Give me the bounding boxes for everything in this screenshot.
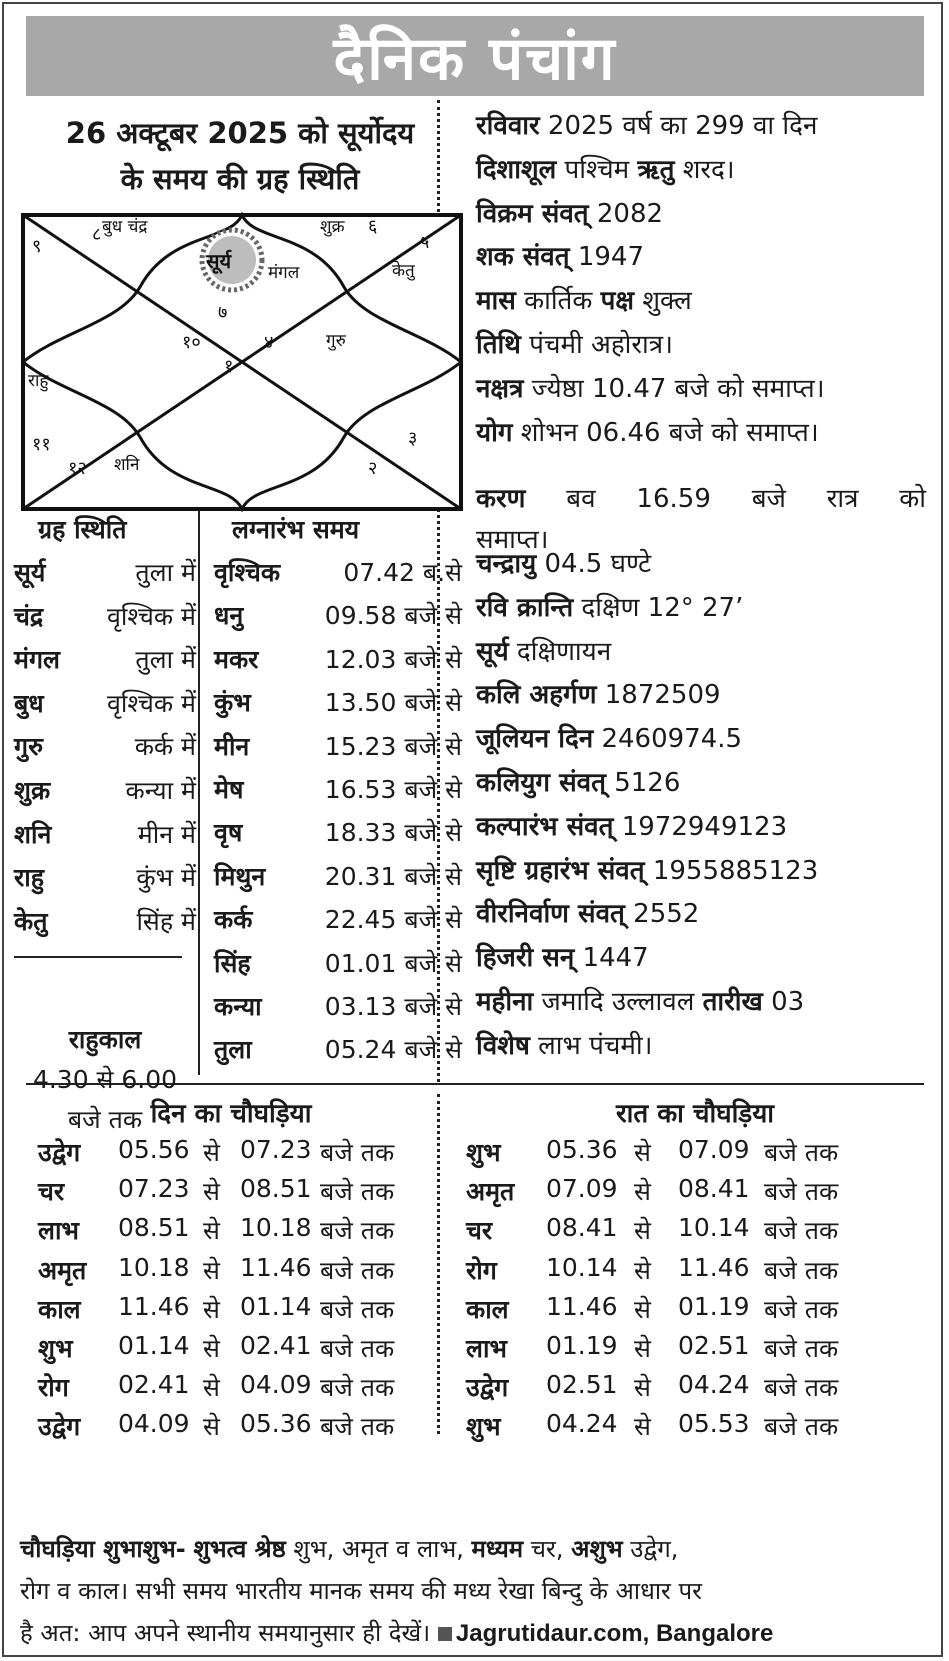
choghadia-se: से (634, 1373, 651, 1403)
info-value: 1447 (582, 943, 649, 974)
footer-line-3 (20, 1612, 936, 1655)
choghadia-suffix: बजे तक (320, 1294, 395, 1324)
choghadia-suffix: बजे तक (320, 1138, 395, 1167)
footer-note (20, 1528, 936, 1655)
info-label: हिजरी सन् (476, 943, 575, 974)
grah-sign: मीन में (137, 819, 196, 849)
lagna-rashi: वृष (214, 818, 243, 848)
choghadia-name: चर (38, 1177, 65, 1207)
grah-sign: तुला में (135, 645, 196, 675)
planet-guru: गुरु (326, 331, 346, 351)
square-icon (438, 1627, 452, 1641)
grah-row (14, 686, 196, 726)
grah-planet: शुक्र (14, 776, 51, 805)
choghadia-se: से (203, 1294, 220, 1324)
lagna-rashi: मीन (214, 731, 250, 761)
lagna-row (214, 555, 462, 595)
house-11: ११ (32, 434, 51, 455)
choghadia-from: 01.14 (118, 1331, 190, 1360)
choghadia-to: 10.14 (678, 1213, 750, 1243)
lagna-row (214, 685, 462, 725)
choghadia-row (466, 1253, 896, 1293)
choghadia-name: अमृत (466, 1177, 515, 1207)
info-row (476, 805, 938, 849)
grah-row (14, 555, 196, 595)
grah-row (14, 860, 196, 900)
info-value: जमादि उल्लावल (541, 987, 695, 1017)
choghadia-name: शुभ (466, 1412, 501, 1442)
footer-line-1 (20, 1528, 936, 1570)
choghadia-name: शुभ (466, 1138, 501, 1167)
grah-planet: राहु (14, 863, 44, 893)
info-value-2: शरद। (682, 154, 735, 185)
lagna-rashi: तुला (214, 1035, 252, 1065)
house-2: २ (368, 458, 378, 479)
info-value: कार्तिक (524, 286, 593, 317)
lagna-row (214, 815, 462, 855)
choghadia-se: से (634, 1255, 651, 1285)
choghadia-se: से (203, 1255, 220, 1285)
lagna-time: 05.24 बजे से (324, 1035, 462, 1065)
raat-choghadia-heading: रात का चौघड़िया (615, 1099, 775, 1129)
title-banner (26, 16, 924, 96)
info-row (476, 148, 938, 192)
planet-mangal: मंगल (268, 263, 300, 283)
choghadia-row (466, 1370, 896, 1410)
choghadia-to: 02.41 (240, 1331, 312, 1360)
choghadia-suffix: बजे तक (320, 1334, 395, 1363)
grah-sign: वृश्चिक में (107, 688, 196, 718)
choghadia-from: 04.24 (546, 1409, 618, 1439)
lagna-time: 01.01 बजे से (324, 948, 462, 978)
house-10: १० (182, 332, 201, 353)
choghadia-to: 01.19 (678, 1291, 750, 1321)
grah-row (14, 904, 196, 944)
lagna-row (214, 1032, 462, 1072)
info-value: 2460974.5 (601, 724, 743, 755)
grah-row (14, 773, 196, 813)
info-value: शोभन 06.46 बजे को समाप्त। (520, 417, 819, 448)
info-row (476, 761, 938, 805)
choghadia-suffix: बजे तक (764, 1294, 839, 1324)
choghadia-row (38, 1213, 468, 1253)
info-label: कल्पारंभ संवत् (476, 811, 614, 842)
info-value: 1947 (577, 242, 644, 273)
info-value: पंचमी अहोरात्र। (529, 330, 673, 360)
planet-ketu: केतु (392, 261, 415, 281)
grah-sign: कन्या में (125, 776, 196, 805)
choghadia-to: 08.41 (678, 1174, 750, 1204)
choghadia-suffix: बजे तक (320, 1373, 395, 1403)
choghadia-from: 10.14 (546, 1252, 618, 1282)
info-label: कलियुग संवत् (476, 768, 606, 798)
info-label: योग (476, 417, 513, 448)
lagna-time: 16.53 बजे से (324, 775, 462, 804)
info-row (476, 586, 938, 630)
choghadia-row (466, 1292, 896, 1332)
info-row (476, 717, 938, 761)
chart-heading-line1: 26 अक्टूबर 2025 को सूर्योदय (65, 116, 415, 150)
house-7: ७ (218, 302, 228, 323)
planet-budh-chandra: बुध चंद्र (102, 217, 148, 237)
lagna-time: 20.31 बजे से (324, 861, 462, 891)
house-3: ३ (408, 428, 418, 449)
page-title: दैनिक पंचांग (333, 24, 617, 94)
choghadia-from: 05.36 (546, 1135, 618, 1164)
choghadia-suffix: बजे तक (764, 1177, 839, 1207)
lagna-row (214, 642, 462, 682)
info-label: कलि अहर्गण (476, 680, 597, 711)
footer-label-shubhatva: शुभत्व श्रेष्ठ (193, 1535, 286, 1563)
grah-planet: मंगल (14, 645, 60, 675)
info-row (476, 849, 938, 893)
info-value: पश्चिम (564, 154, 630, 185)
choghadia-suffix: बजे तक (764, 1412, 839, 1442)
planet-rahu: राहु (28, 371, 49, 391)
choghadia-to: 01.14 (240, 1291, 312, 1321)
rahukaal-time: 4.30 से 6.00 (32, 1065, 178, 1094)
info-row (476, 673, 938, 717)
choghadia-suffix: बजे तक (320, 1412, 395, 1442)
info-value: 1972949123 (621, 811, 788, 842)
lagna-rashi: कर्क (214, 905, 253, 935)
choghadia-to: 10.18 (240, 1213, 312, 1243)
choghadia-suffix: बजे तक (764, 1255, 839, 1285)
lagna-row (214, 772, 462, 812)
choghadia-row (38, 1135, 468, 1175)
info-value: लाभ पंचमी। (538, 1030, 653, 1061)
lagna-row (214, 729, 462, 769)
choghadia-se: से (203, 1334, 220, 1363)
info-row (476, 192, 938, 236)
choghadia-name: चर (466, 1216, 493, 1246)
house-4: ४ (264, 332, 274, 353)
choghadia-row (38, 1409, 468, 1449)
karan-value: बव 16.59 बजे रात्र को (566, 484, 926, 514)
lagna-time: 09.58 बजे से (324, 601, 462, 631)
info-row (476, 542, 938, 586)
karan-continued: समाप्त। (476, 525, 549, 555)
house-12: १२ (68, 458, 87, 479)
grah-sign: कर्क में (134, 732, 196, 762)
info-row (476, 936, 938, 980)
choghadia-se: से (203, 1138, 220, 1167)
choghadia-from: 01.19 (546, 1331, 618, 1360)
footer-label-ashubh: अशुभ (571, 1535, 623, 1563)
choghadia-row (38, 1331, 468, 1371)
info-label: विशेष (476, 1030, 530, 1061)
lagna-row (214, 859, 462, 899)
info-value: 2082 (596, 198, 664, 229)
info-row (476, 411, 938, 455)
grah-sign: तुला में (135, 558, 196, 587)
house-5: ५ (420, 232, 430, 253)
footer-label-choghadia: चौघड़िया शुभाशुभ- (20, 1535, 186, 1563)
lagna-row (214, 902, 462, 942)
lagna-rashi: वृश्चिक (214, 558, 281, 587)
lagna-rashi: धनु (214, 601, 244, 631)
choghadia-from: 07.23 (118, 1174, 190, 1204)
chart-heading (20, 110, 460, 202)
choghadia-from: 08.41 (546, 1213, 618, 1243)
choghadia-from: 04.09 (118, 1409, 190, 1439)
choghadia-name: रोग (38, 1373, 69, 1403)
choghadia-from: 08.51 (118, 1213, 190, 1243)
info-label: सृष्टि ग्रहारंभ संवत् (476, 855, 645, 886)
footer-text-udveg: उद्वेग, (630, 1535, 679, 1563)
rahukaal-suffix: बजे तक (67, 1105, 143, 1134)
choghadia-row (38, 1174, 468, 1214)
choghadia-se: से (634, 1216, 651, 1246)
house-6: ६ (368, 216, 378, 237)
footer-line-2: रोग व काल। सभी समय भारतीय मानक समय की मध्य रेखा बिन्दु के आधार पर (20, 1577, 702, 1605)
grah-row (14, 729, 196, 769)
info-row (476, 235, 938, 279)
lagna-time: 07.42 ब.से (343, 558, 462, 587)
choghadia-se: से (203, 1216, 220, 1246)
info-label: तिथि (476, 330, 521, 360)
choghadia-se: से (634, 1294, 651, 1324)
choghadia-name: उद्वेग (38, 1412, 81, 1442)
grah-planet: चंद्र (14, 601, 44, 631)
choghadia-to: 05.36 (240, 1409, 312, 1439)
choghadia-to: 02.51 (678, 1331, 750, 1360)
info-row (476, 892, 938, 936)
choghadia-to: 07.23 (240, 1135, 312, 1164)
choghadia-suffix: बजे तक (320, 1177, 395, 1207)
choghadia-se: से (634, 1412, 651, 1442)
info-value: ज्येष्ठा 10.47 बजे को समाप्त। (531, 373, 825, 404)
info-row (476, 630, 938, 674)
lagna-time: 12.03 बजे से (324, 644, 462, 674)
lagna-rashi: कन्या (214, 992, 262, 1021)
choghadia-se: से (634, 1138, 651, 1167)
lagna-row (214, 598, 462, 638)
info-label: सूर्य (476, 636, 509, 667)
choghadia-from: 02.51 (546, 1370, 618, 1400)
info-label-2: पक्ष (600, 286, 635, 317)
choghadia-se: से (203, 1177, 220, 1207)
lagnarambh-heading: लग्नारंभ समय (232, 515, 360, 544)
lagna-row (214, 989, 462, 1029)
grah-lagna-divider (198, 495, 200, 1075)
info-label: दिशाशूल (476, 154, 557, 185)
info-label: चन्द्रायु (476, 549, 537, 579)
footer-label-madhyam: मध्यम (471, 1535, 524, 1563)
info-label: शक संवत् (476, 242, 570, 273)
info-label: रविवार (476, 111, 540, 141)
choghadia-name: उद्वेग (466, 1373, 509, 1403)
info-value: 2025 वर्ष का 299 वा दिन (547, 111, 818, 141)
info-label: मास (476, 286, 516, 317)
choghadia-from: 05.56 (118, 1135, 190, 1164)
grah-row (14, 599, 196, 639)
footer-text-shubh: शुभ, अमृत व लाभ, (293, 1535, 464, 1563)
lagna-rashi: कुंभ (214, 688, 251, 718)
choghadia-suffix: बजे तक (764, 1216, 839, 1246)
lagna-rashi: सिंह (214, 948, 251, 978)
choghadia-name: काल (466, 1294, 509, 1324)
footer-line-3-text: है अत: आप अपने स्थानीय समयानुसार ही देखें। (20, 1619, 431, 1647)
info-value: 1872509 (604, 680, 721, 711)
info-row (476, 1024, 938, 1068)
karan-label: करण (476, 484, 526, 514)
info-label-2: ऋतु (637, 154, 675, 185)
rahukaal-divider (14, 956, 182, 958)
choghadia-row (466, 1174, 896, 1214)
house-1: १ (224, 356, 234, 377)
choghadia-row (38, 1253, 468, 1293)
info-value: 1955885123 (652, 855, 819, 886)
lagna-time: 15.23 बजे से (324, 731, 462, 761)
info-row (476, 367, 938, 411)
karan-row (476, 477, 926, 521)
choghadia-se: से (634, 1334, 651, 1363)
choghadia-from: 02.41 (118, 1370, 190, 1400)
choghadia-row (38, 1292, 468, 1332)
din-choghadia-heading: दिन का चौघड़िया (150, 1099, 312, 1129)
house-9: ९ (32, 236, 42, 257)
choghadia-suffix: बजे तक (764, 1138, 839, 1167)
lagna-time: 18.33 बजे से (324, 818, 462, 848)
choghadia-suffix: बजे तक (320, 1255, 395, 1285)
choghadia-to: 11.46 (678, 1252, 750, 1282)
choghadia-to: 07.09 (678, 1135, 750, 1164)
grah-sign: सिंह में (136, 906, 196, 936)
choghadia-name: उद्वेग (38, 1138, 81, 1167)
choghadia-row (466, 1213, 896, 1253)
info-value: दक्षिण 12° 27’ (581, 592, 744, 623)
info-label: रवि क्रान्ति (476, 592, 574, 623)
grah-sign: कुंभ में (136, 863, 196, 893)
choghadia-from: 07.09 (546, 1174, 618, 1204)
grah-planet: बुध (14, 688, 44, 718)
footer-text-char: चर, (530, 1535, 564, 1563)
grah-planet: गुरु (14, 732, 44, 762)
info-value: 04.5 घण्टे (544, 549, 652, 579)
choghadia-from: 10.18 (118, 1252, 190, 1282)
choghadia-row (466, 1409, 896, 1449)
choghadia-to: 04.09 (240, 1370, 312, 1400)
choghadia-row (38, 1370, 468, 1410)
chart-heading-line2: के समय की ग्रह स्थिति (120, 162, 360, 196)
planet-shani: शनि (114, 455, 140, 475)
info-label-2: तारीख (702, 987, 763, 1017)
choghadia-name: अमृत (38, 1255, 87, 1285)
choghadia-to: 04.24 (678, 1370, 750, 1400)
choghadia-from: 11.46 (546, 1291, 618, 1321)
lagna-time: 13.50 बजे से (324, 688, 462, 718)
info-label: विक्रम संवत् (476, 198, 589, 229)
choghadia-row (466, 1331, 896, 1371)
grah-planet: शनि (14, 819, 52, 849)
choghadia-suffix: बजे तक (764, 1373, 839, 1403)
info-row (476, 279, 938, 323)
info-row (476, 104, 938, 148)
grah-row (14, 817, 196, 857)
choghadia-name: लाभ (38, 1216, 80, 1246)
footer-site: Jagrutidaur.com, Bangalore (455, 1620, 774, 1647)
lagna-time: 22.45 बजे से (324, 905, 462, 935)
choghadia-to: 05.53 (678, 1409, 750, 1439)
info-value-2: 03 (771, 987, 805, 1017)
choghadia-row (466, 1135, 896, 1175)
choghadia-from: 11.46 (118, 1291, 190, 1321)
info-row (476, 980, 938, 1024)
lagna-rashi: मिथुन (214, 861, 266, 891)
choghadia-to: 08.51 (240, 1174, 312, 1204)
info-label: महीना (476, 987, 534, 1017)
kundli-chart (20, 212, 464, 512)
lagna-rashi: मकर (214, 644, 259, 674)
planet-shukra: शुक्र (320, 217, 345, 237)
info-label: वीरनिर्वाण संवत् (476, 899, 625, 930)
info-label: नक्षत्र (476, 373, 524, 404)
grah-planet: केतु (14, 906, 48, 936)
lagna-rashi: मेष (214, 775, 244, 804)
grah-sign: वृश्चिक में (107, 601, 196, 631)
house-8: ८ (92, 224, 102, 245)
lagna-row (214, 946, 462, 986)
choghadia-se: से (634, 1177, 651, 1207)
choghadia-to: 11.46 (240, 1252, 312, 1282)
grah-row (14, 642, 196, 682)
choghadia-se: से (203, 1373, 220, 1403)
info-value: दक्षिणायन (516, 636, 612, 667)
grah-planet: सूर्य (14, 558, 46, 587)
info-value: 2552 (633, 899, 700, 930)
choghadia-name: शुभ (38, 1334, 73, 1363)
choghadia-name: रोग (466, 1255, 497, 1285)
planet-surya: सूर्य (206, 249, 232, 273)
choghadia-suffix: बजे तक (764, 1334, 839, 1363)
grah-sthiti-heading: ग्रह स्थिति (38, 515, 127, 544)
choghadia-se: से (203, 1412, 220, 1442)
info-label: जूलियन दिन (476, 724, 594, 755)
lagna-time: 03.13 बजे से (324, 992, 462, 1021)
choghadia-name: लाभ (466, 1334, 508, 1363)
choghadia-name: काल (38, 1294, 81, 1324)
choghadia-suffix: बजे तक (320, 1216, 395, 1246)
info-row (476, 323, 938, 367)
info-value-2: शुक्ल (642, 286, 692, 317)
rahukaal-heading: राहुकाल (68, 1025, 142, 1054)
info-value: 5126 (614, 768, 681, 798)
